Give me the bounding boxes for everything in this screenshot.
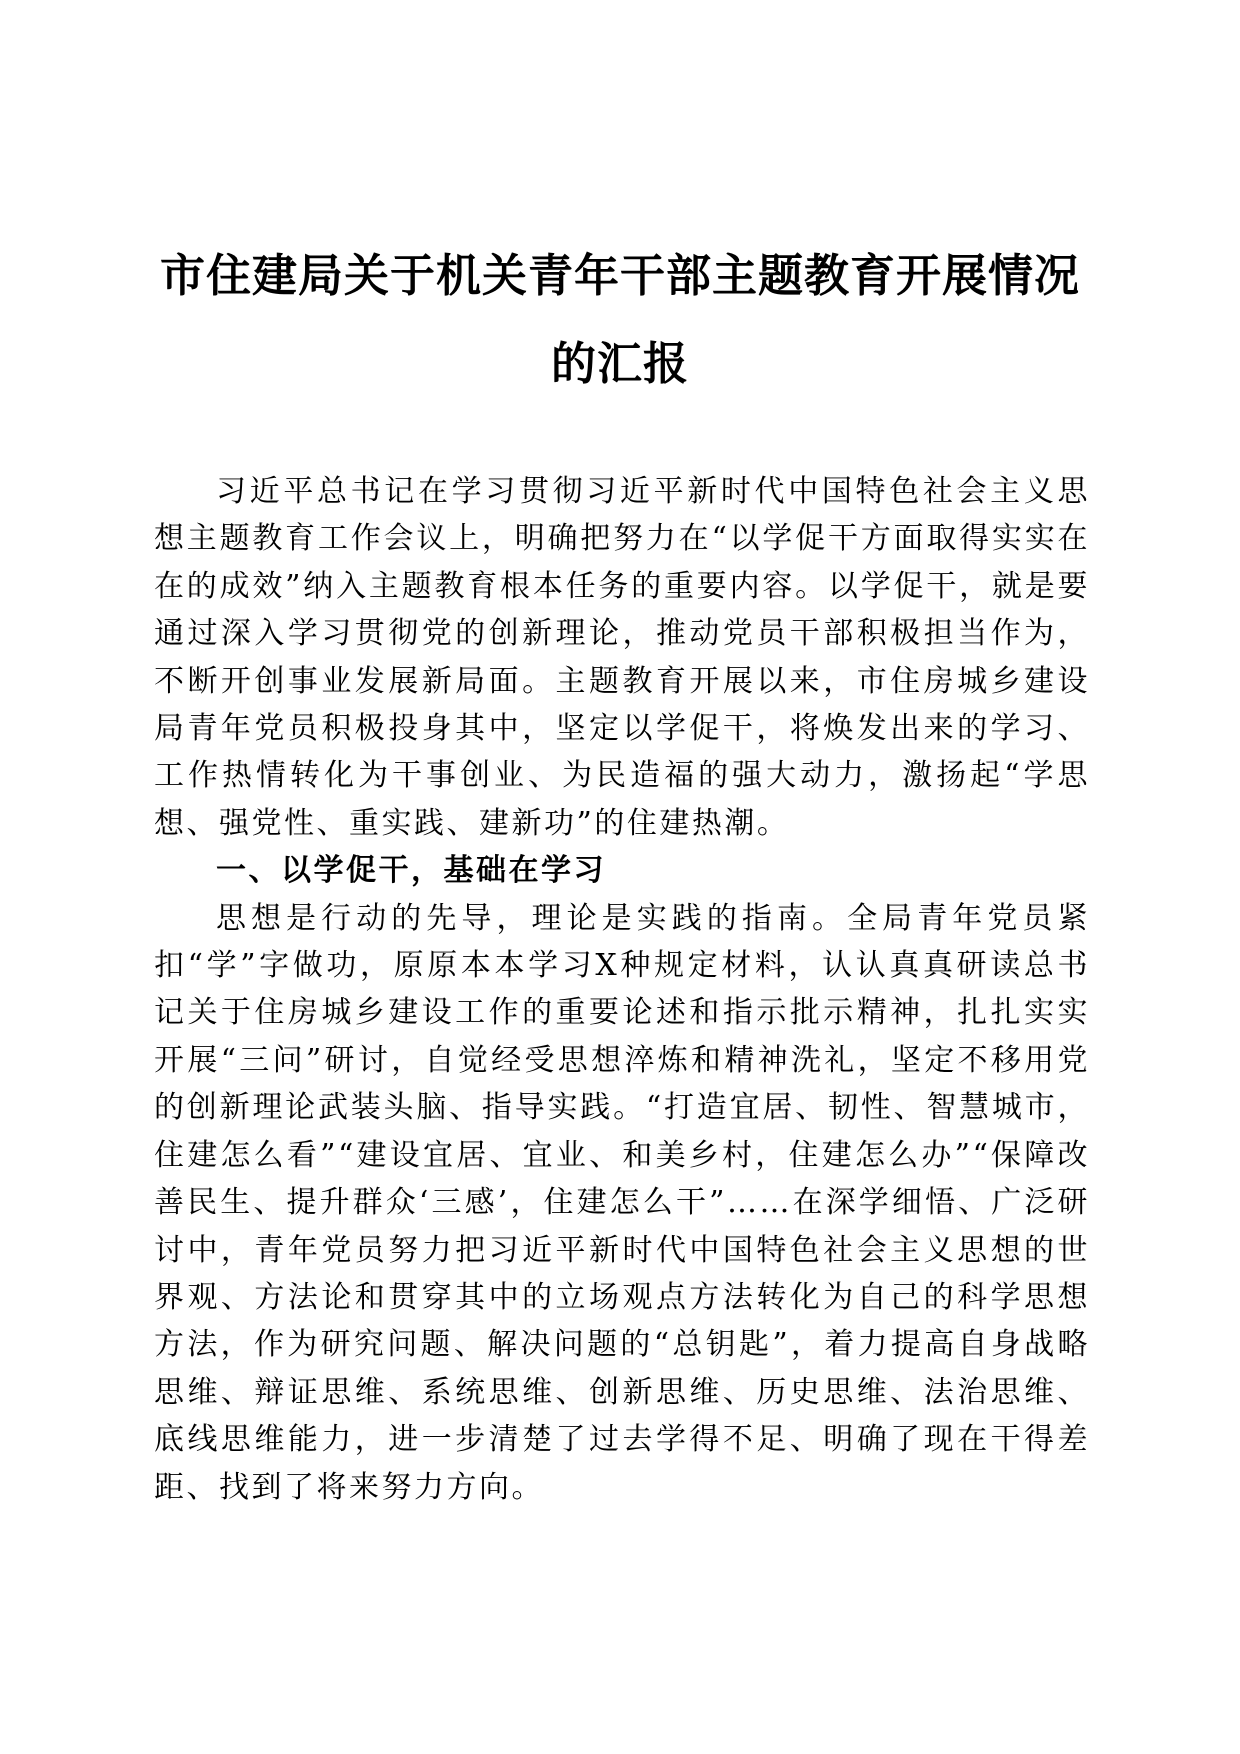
document-title <box>150 232 1090 408</box>
document-title-line-1: 市住建局关于机关青年干部主题教育开展情况 <box>159 249 1080 302</box>
section-1-paragraph: 思想是行动的先导，理论是实践的指南。全局青年党员紧扣“学”字做功，原原本本学习X种规定材料，认认真真研读总书记关于住房城乡建设工作的重要论述和指示批示精神，扎扎实实开展“三问”研讨，自觉经受思想淬炼和精神洗礼，坚定不移用党的创新理论武装头脑、指导实践。“打造宜居、韧性、智慧城市，住建怎么看”“建设宜居、宜业、和美乡村，住建怎么办”“保障改善民生、提升群众‘三感’，住建怎么干”……在深学细悟、广泛研讨中，青年党员努力把习近平新时代中国特色社会主义思想的世界观、方法论和贯穿其中的立场观点方法转化为自己的科学思想方法，作为研究问题、解决问题的“总钥匙”，着力提高自身战略思维、辩证思维、系统思维、创新思维、历史思维、法治思维、底线思维能力，进一步清楚了过去学得不足、明确了现在干得差距、找到了将来努力方向。 <box>154 900 1090 1505</box>
document-body <box>154 468 1090 1511</box>
intro-paragraph: 习近平总书记在学习贯彻习近平新时代中国特色社会主义思想主题教育工作会议上，明确把努力在“以学促干方面取得实实在在的成效”纳入主题教育根本任务的重要内容。以学促干，就是要通过深入学习贯彻党的创新理论，推动党员干部积极担当作为，不断开创事业发展新局面。主题教育开展以来，市住房城乡建设局青年党员积极投身其中，坚定以学促干，将焕发出来的学习、工作热情转化为干事创业、为民造福的强大动力，激扬起“学思想、强党性、重实践、建新功”的住建热潮。 <box>154 474 1090 841</box>
document-title-line-2: 的汇报 <box>550 337 689 390</box>
section-heading-1: 一、以学促干，基础在学习 <box>216 853 606 889</box>
